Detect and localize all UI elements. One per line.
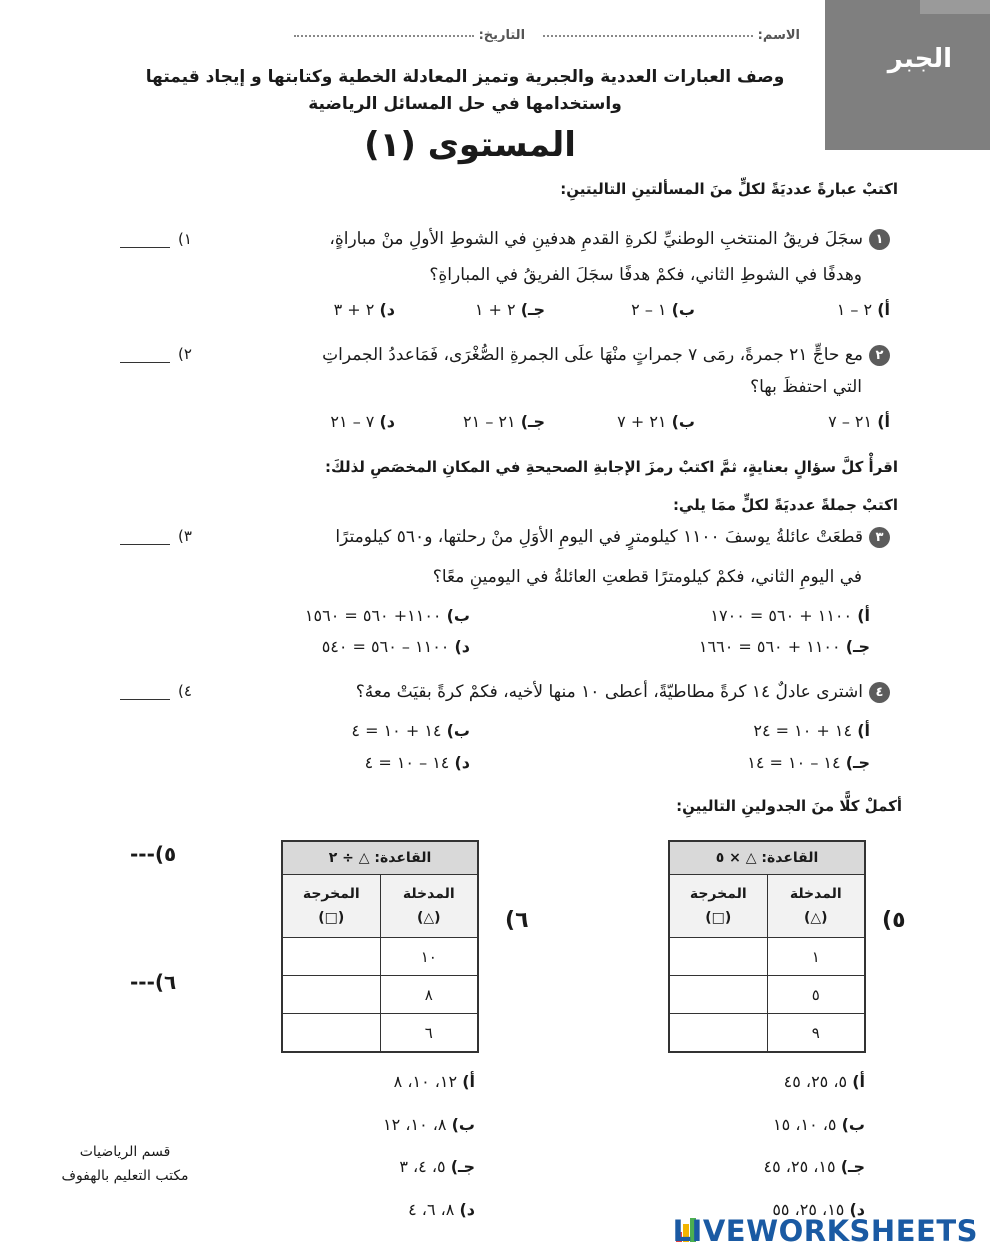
page-subtitle xyxy=(130,64,800,118)
q1-line1: سجَلَ فريقُ المنتخبِ الوطنيِّ لكرةِ القدمِ هدفينِ في الشوطِ الأولِ منْ مباراةٍ، xyxy=(329,229,863,249)
q3-line1: قطعَتْ عائلةُ يوسفَ ١١٠٠ كيلومترٍ في اليومِ الأوَلِ منْ رحلتها، و٥٦٠ كيلومترًا xyxy=(335,527,863,547)
subtitle-line1: وصف العبارات العددية والجبرية وتميز المعادلة الخطية وكتابتها و إيجاد قيمتها xyxy=(145,67,785,87)
table5-input-cell: ٥ xyxy=(767,976,865,1014)
q2-option-c[interactable] xyxy=(463,412,545,431)
output-header-text: المخرجة xyxy=(302,886,360,902)
section2-heading: اكتبْ جملةً عدديَةً لكلٍّ ممَا يلي: xyxy=(672,496,898,514)
footer-credit xyxy=(30,1140,220,1188)
option-label: د) xyxy=(379,412,395,431)
option-text: ٢ – ١ xyxy=(836,300,873,319)
question-1 xyxy=(290,228,890,250)
input-symbol: (△) xyxy=(416,910,441,926)
subject-tab xyxy=(825,0,990,150)
liveworksheets-brand[interactable]: LIVEWORKSHEETS xyxy=(672,1214,978,1248)
q4-option-d[interactable] xyxy=(365,753,470,772)
t6-option-d[interactable] xyxy=(408,1200,475,1219)
tab-highlight xyxy=(920,0,990,14)
option-text: ٢ + ١ xyxy=(474,300,516,319)
option-text: ١١٠٠ + ٥٦٠ = ١٦٦٠ xyxy=(698,637,841,656)
option-label: جـ) xyxy=(845,753,870,772)
option-label: أ) xyxy=(462,1072,475,1091)
option-label: جـ) xyxy=(845,637,870,656)
input-symbol: (△) xyxy=(803,910,828,926)
question-number-4: ٤ xyxy=(869,682,890,703)
option-label: جـ) xyxy=(840,1157,865,1176)
option-text: ٢١ – ٢١ xyxy=(463,412,516,431)
input-header-text: المدخلة xyxy=(402,886,455,902)
t6-option-a[interactable] xyxy=(394,1072,475,1091)
option-label: جـ) xyxy=(520,412,545,431)
option-label: أ) xyxy=(852,1072,865,1091)
answer-label-2: ٢) xyxy=(178,345,192,363)
q4-line1: اشترى عادلٌ ١٤ كرةً مطاطيّةً، أعطى ١٠ منها لأخيه، فكمْ كرةً بقيَتْ معهُ؟ xyxy=(355,682,863,702)
option-text: ١٤ + ١٠ = ٢٤ xyxy=(753,721,853,740)
table6-input-cell: ٨ xyxy=(380,976,478,1014)
option-label: ب) xyxy=(451,1115,475,1134)
q2-option-a[interactable] xyxy=(828,412,890,431)
table5-output-cell[interactable] xyxy=(669,938,767,976)
q1-option-a[interactable] xyxy=(837,300,890,319)
option-label: د) xyxy=(849,1200,865,1219)
question-4 xyxy=(250,681,890,703)
side-answer-6[interactable]: ---(٦ xyxy=(130,970,177,994)
option-label: أ) xyxy=(857,721,870,740)
table5-rule: القاعدة: △ × ٥ xyxy=(669,841,865,875)
option-text: ١٤ – ١٠ = ٤ xyxy=(364,753,450,772)
table5-output-cell[interactable] xyxy=(669,1014,767,1053)
q3-option-d[interactable] xyxy=(322,637,470,656)
option-text: ٢ + ٣ xyxy=(333,300,375,319)
q1-line2: وهدفًا في الشوطِ الثاني، فكمْ هدفًا سجَلَ الفريقُ في المباراةِ؟ xyxy=(429,265,862,285)
level-title: المستوى (١) xyxy=(364,125,576,165)
q3-option-b[interactable] xyxy=(305,606,470,625)
output-header-text: المخرجة xyxy=(689,886,747,902)
footer-office: مكتب التعليم بالهفوف xyxy=(61,1168,189,1184)
section3-heading: أكملْ كلًّا منَ الجدولينِ التاليينِ: xyxy=(676,797,902,815)
q1-option-b[interactable] xyxy=(631,300,695,319)
q1-option-d[interactable] xyxy=(334,300,395,319)
table6-input-cell: ١٠ xyxy=(380,938,478,976)
answer-line-4[interactable] xyxy=(120,685,170,700)
question-2 xyxy=(290,344,890,366)
option-text: ١٥، ٢٥، ٥٥ xyxy=(772,1200,845,1219)
option-text: ٥، ١٠، ١٥ xyxy=(773,1115,837,1134)
t5-option-b[interactable] xyxy=(773,1115,865,1134)
option-label: د) xyxy=(454,753,470,772)
table6-output-header xyxy=(282,875,380,938)
name-date-line xyxy=(180,28,800,43)
q2-line2: التي احتفظَ بها؟ xyxy=(750,377,862,397)
answer-line-3[interactable] xyxy=(120,530,170,545)
option-text: ١١٠٠ – ٥٦٠ = ٥٤٠ xyxy=(321,637,450,656)
option-text: ٨، ١٠، ١٢ xyxy=(383,1115,447,1134)
table5-label: ٥) xyxy=(882,908,906,933)
answer-blank-2[interactable] xyxy=(120,345,192,363)
table5-input-cell: ٩ xyxy=(767,1014,865,1053)
function-table-5 xyxy=(668,840,866,1053)
answer-blank-3[interactable] xyxy=(120,527,192,545)
output-symbol: (□) xyxy=(318,910,345,926)
t5-option-c[interactable] xyxy=(764,1157,865,1176)
q2-option-b[interactable] xyxy=(617,412,695,431)
q4-option-b[interactable] xyxy=(351,721,470,740)
date-label: التاريخ: xyxy=(478,28,526,43)
section2-instruction: اقرأْ كلَّ سؤالٍ بعنايةٍ، ثمَّ اكتبْ رمزَ الإجابةِ الصحيحةِ في المكانِ المخصَصِ لذلكَ: xyxy=(325,458,898,476)
q4-option-c[interactable] xyxy=(747,753,870,772)
option-label: ب) xyxy=(671,300,695,319)
t6-option-b[interactable] xyxy=(383,1115,475,1134)
option-text: ١٢، ١٠، ٨ xyxy=(393,1072,458,1091)
table5-input-cell: ١ xyxy=(767,938,865,976)
side-answer-5[interactable]: ---(٥ xyxy=(130,842,177,866)
t6-option-c[interactable] xyxy=(399,1157,475,1176)
q3-option-a[interactable] xyxy=(710,606,870,625)
answer-label-1: ١) xyxy=(178,230,192,248)
option-text: ٢١ – ٧ xyxy=(828,412,873,431)
table5-output-cell[interactable] xyxy=(669,976,767,1014)
answer-blank-1[interactable] xyxy=(120,230,192,248)
option-text: ٥، ٢٥، ٤٥ xyxy=(783,1072,848,1091)
option-text: ١١٠٠+ ٥٦٠ = ١٥٦٠ xyxy=(304,606,442,625)
section1-heading: اكتبْ عبارةً عدديَةً لكلٍّ منَ المسألتينِ التاليتينِ: xyxy=(560,180,898,198)
answer-line-1[interactable] xyxy=(120,233,170,248)
option-label: ب) xyxy=(446,606,470,625)
function-table-6 xyxy=(281,840,479,1053)
q3-option-c[interactable] xyxy=(699,637,870,656)
option-text: ٧ – ٢١ xyxy=(330,412,375,431)
table6-output-cell[interactable] xyxy=(282,1014,380,1053)
option-label: أ) xyxy=(877,412,890,431)
answer-blank-4[interactable] xyxy=(120,682,192,700)
option-label: د) xyxy=(459,1200,475,1219)
table5-input-header xyxy=(767,875,865,938)
table6-output-cell[interactable] xyxy=(282,976,380,1014)
option-text: ١٤ – ١٠ = ١٤ xyxy=(747,753,841,772)
answer-line-2[interactable] xyxy=(120,348,170,363)
t5-option-a[interactable] xyxy=(784,1072,865,1091)
option-label: جـ) xyxy=(450,1157,475,1176)
answer-label-4: ٤) xyxy=(178,682,192,700)
option-label: ب) xyxy=(446,721,470,740)
table6-input-cell: ٦ xyxy=(380,1014,478,1053)
question-number-2: ٢ xyxy=(869,345,890,366)
q3-line2: في اليومِ الثاني، فكمْ كيلومترًا قطعتِ العائلةُ في اليومينِ معًا؟ xyxy=(432,567,862,587)
option-text: ٨، ٦، ٤ xyxy=(408,1200,455,1219)
question-number-1: ١ xyxy=(869,229,890,250)
table6-label: ٦) xyxy=(505,908,529,933)
option-label: د) xyxy=(454,637,470,656)
q1-option-c[interactable] xyxy=(475,300,545,319)
option-label: أ) xyxy=(857,606,870,625)
answer-label-3: ٣) xyxy=(178,527,192,545)
table5-output-header xyxy=(669,875,767,938)
option-label: ب) xyxy=(841,1115,865,1134)
option-text: ٢١ + ٧ xyxy=(617,412,667,431)
name-label: الاسم: xyxy=(757,28,800,43)
question-3 xyxy=(250,526,890,548)
option-text: ١١٠٠ + ٥٦٠ = ١٧٠٠ xyxy=(710,606,853,625)
option-label: د) xyxy=(379,300,395,319)
date-field[interactable] xyxy=(294,35,474,37)
table6-output-cell[interactable] xyxy=(282,938,380,976)
option-label: أ) xyxy=(877,300,890,319)
table6-input-header xyxy=(380,875,478,938)
option-text: ١ – ٢ xyxy=(631,300,667,319)
option-label: ب) xyxy=(671,412,695,431)
option-text: ١٥، ٢٥، ٤٥ xyxy=(763,1157,836,1176)
table6-rule: القاعدة: △ ÷ ٢ xyxy=(282,841,478,875)
question-number-3: ٣ xyxy=(869,527,890,548)
output-symbol: (□) xyxy=(705,910,732,926)
input-header-text: المدخلة xyxy=(789,886,842,902)
subtitle-line2: واستخدامها في حل المسائل الرياضية xyxy=(308,94,622,114)
option-text: ١٤ + ١٠ = ٤ xyxy=(351,721,442,740)
q2-option-d[interactable] xyxy=(330,412,395,431)
name-field[interactable] xyxy=(543,35,753,37)
subject-title: الجبر xyxy=(887,44,952,74)
q2-line1: مع حاجٍّ ٢١ جمرةً، رمَى ٧ جمراتٍ منْهَا علَى الجمرةِ الصُّغْرَى، فَمَاعددُ الجمراتِ xyxy=(322,345,863,365)
option-text: ٥، ٤، ٣ xyxy=(399,1157,446,1176)
footer-dept: قسم الرياضيات xyxy=(79,1144,171,1160)
q4-option-a[interactable] xyxy=(753,721,870,740)
option-label: جـ) xyxy=(520,300,545,319)
